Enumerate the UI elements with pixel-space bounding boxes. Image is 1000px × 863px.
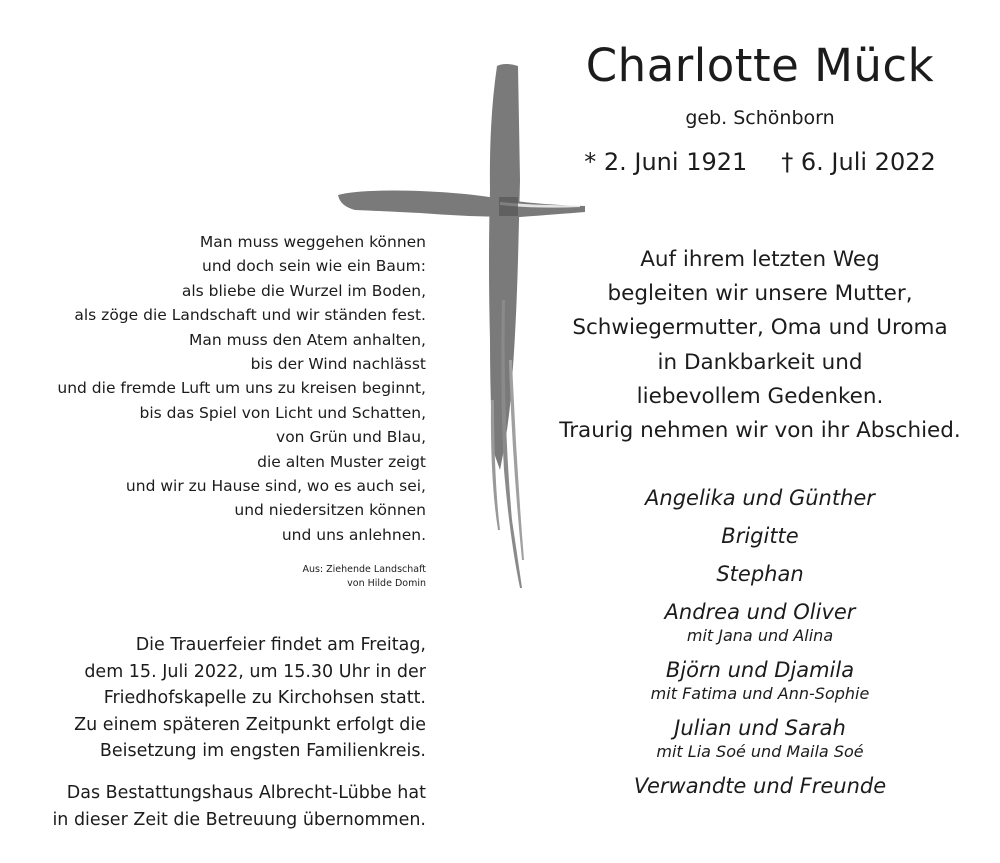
mourner-children: mit Lia Soé und Maila Soé bbox=[656, 742, 864, 761]
life-dates bbox=[540, 145, 980, 179]
mourner-name: Angelika und Günther bbox=[645, 486, 875, 510]
birth-date: * 2. Juni 1921 bbox=[584, 148, 748, 176]
service-line: Zu einem späteren Zeitpunkt erfolgt die bbox=[74, 714, 426, 735]
deceased-name: Charlotte Mück bbox=[585, 39, 935, 92]
service-line: Friedhofskapelle zu Kirchohsen statt. bbox=[103, 688, 426, 708]
birth-name: geb. Schönborn bbox=[685, 107, 835, 129]
mourner-name: Stephan bbox=[716, 562, 804, 586]
funeral-service-info bbox=[20, 632, 426, 765]
poem-line: von Grün und Blau, bbox=[276, 428, 426, 447]
poem-line: als bliebe die Wurzel im Boden, bbox=[181, 281, 426, 300]
farewell-text bbox=[530, 243, 990, 448]
poem-line: und die fremde Luft um uns zu kreisen beginnt, bbox=[57, 379, 426, 398]
service-line: dem 15. Juli 2022, um 15.30 Uhr in der bbox=[84, 661, 426, 682]
farewell-line: Auf ihrem letzten Weg bbox=[640, 247, 880, 272]
undertaker-line: in dieser Zeit die Betreuung übernommen. bbox=[52, 810, 426, 830]
mourner-children: mit Fatima und Ann-Sophie bbox=[650, 684, 870, 703]
death-date: † 6. Juli 2022 bbox=[781, 148, 936, 176]
farewell-line: in Dankbarkeit und bbox=[657, 349, 863, 375]
poem-line: und uns anlehnen. bbox=[281, 525, 426, 544]
farewell-line: Traurig nehmen wir von ihr Abschied. bbox=[559, 418, 961, 444]
farewell-line: Schwiegermutter, Oma und Uroma bbox=[572, 315, 948, 341]
poem-line: Man muss weggehen können bbox=[199, 233, 426, 251]
mourner-name: Brigitte bbox=[721, 524, 799, 548]
poem-line: bis das Spiel von Licht und Schatten, bbox=[139, 403, 426, 422]
mourner-name: Björn und Djamila bbox=[665, 658, 855, 682]
mourners-list bbox=[560, 484, 960, 800]
poem-line: und wir zu Hause sind, wo es auch sei, bbox=[125, 477, 426, 496]
poem-source bbox=[220, 563, 426, 591]
poem-source-author: von Hilde Domin bbox=[347, 578, 426, 589]
mourner-children: mit Jana und Alina bbox=[686, 626, 834, 645]
undertaker-info bbox=[20, 780, 426, 834]
poem-line: Man muss den Atem anhalten, bbox=[188, 330, 426, 349]
mourner-name: Verwandte und Freunde bbox=[633, 774, 887, 798]
service-line: Beisetzung im engsten Familienkreis. bbox=[99, 741, 426, 761]
service-line: Die Trauerfeier findet am Freitag, bbox=[135, 635, 426, 655]
mourner-name: Julian und Sarah bbox=[674, 716, 846, 740]
poem-line: die alten Muster zeigt bbox=[257, 452, 426, 471]
poem-line: bis der Wind nachlässt bbox=[250, 355, 426, 374]
poem bbox=[20, 230, 426, 547]
poem-line: und doch sein wie ein Baum: bbox=[202, 257, 426, 276]
undertaker-line: Das Bestattungshaus Albrecht-Lübbe hat bbox=[66, 783, 426, 803]
mourner-name: Andrea und Oliver bbox=[664, 600, 856, 624]
poem-source-title: Aus: Ziehende Landschaft bbox=[302, 564, 426, 575]
farewell-line: begleiten wir unsere Mutter, bbox=[607, 281, 913, 307]
poem-line: als zöge die Landschaft und wir ständen fest. bbox=[74, 306, 426, 325]
poem-line: und niedersitzen können bbox=[234, 501, 426, 520]
farewell-line: liebevollem Gedenken. bbox=[636, 383, 884, 409]
